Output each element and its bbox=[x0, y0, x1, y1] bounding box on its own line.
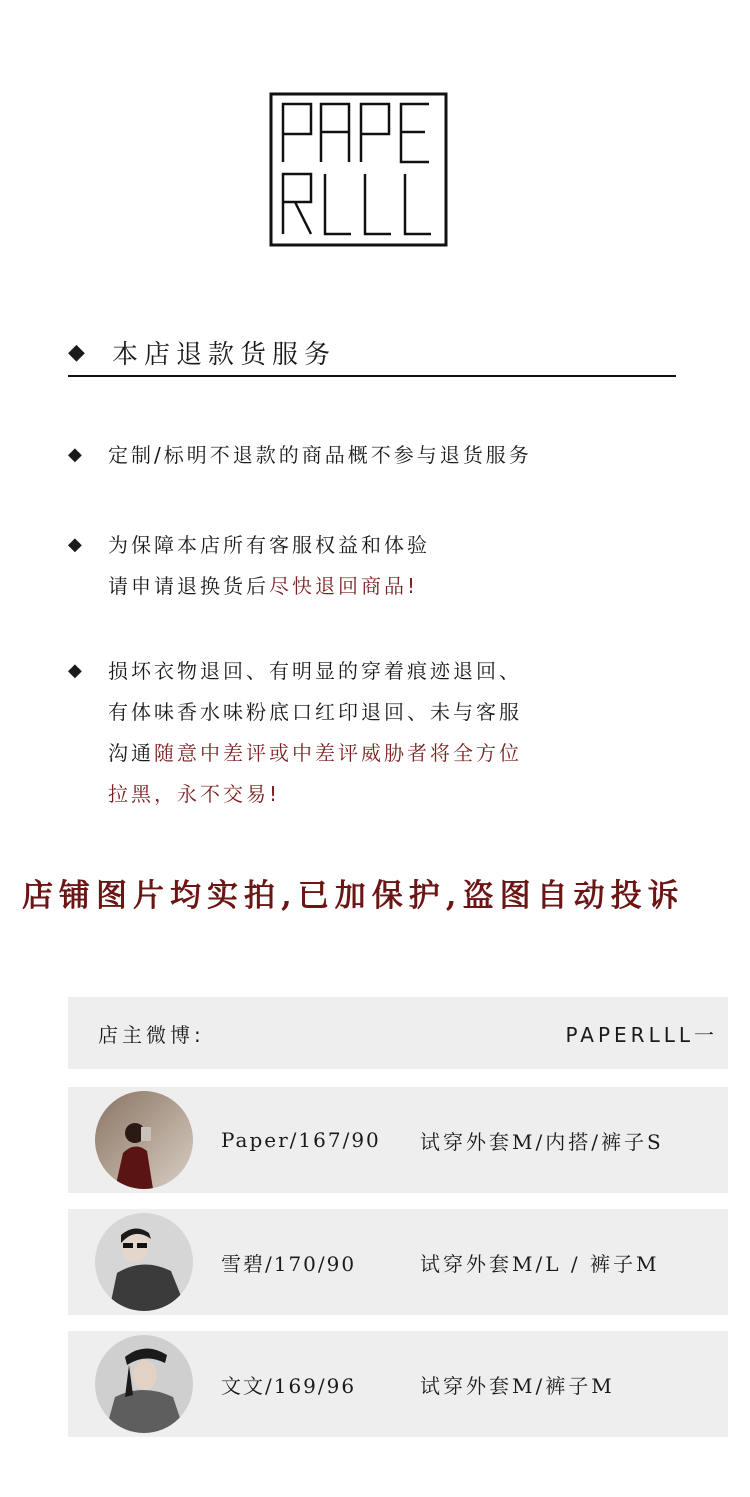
diamond-icon: ◆ bbox=[68, 660, 82, 681]
policy-highlight: 拉黑，永不交易! bbox=[108, 782, 281, 806]
model-size-info: 试穿外套M/裤子M bbox=[420, 1373, 615, 1398]
policy-highlight: 随意中差评或中差评威胁者将全方位 bbox=[154, 741, 522, 765]
copyright-notice: 店铺图片均实拍,已加保护,盗图自动投诉 bbox=[22, 878, 685, 914]
policy-highlight: 尽快退回商品! bbox=[269, 574, 419, 598]
model-row bbox=[68, 1209, 728, 1315]
weibo-label: 店主微博: bbox=[98, 1022, 205, 1047]
policy-line: 损坏衣物退回、有明显的穿着痕迹退回、 bbox=[108, 659, 522, 683]
policy-line bbox=[108, 733, 522, 774]
avatar bbox=[95, 1213, 193, 1311]
brand-logo bbox=[269, 92, 448, 247]
policy-line bbox=[108, 566, 430, 607]
policy-item-return bbox=[68, 525, 430, 607]
policy-line: 为保障本店所有客服权益和体验 bbox=[108, 533, 430, 557]
avatar bbox=[95, 1335, 193, 1433]
model-row bbox=[68, 1087, 728, 1193]
weibo-handle: PAPERLLL一 bbox=[565, 1022, 718, 1047]
diamond-icon: ◆ bbox=[68, 444, 82, 465]
model-name: 文文/169/96 bbox=[221, 1373, 357, 1398]
policy-item-blacklist bbox=[68, 651, 522, 815]
policy-text: 请申请退换货后 bbox=[108, 574, 269, 598]
model-row bbox=[68, 1331, 728, 1437]
avatar bbox=[95, 1091, 193, 1189]
diamond-icon: ◆ bbox=[68, 339, 85, 365]
policy-line: 有体味香水味粉底口红印退回、未与客服 bbox=[108, 700, 522, 724]
weibo-panel bbox=[68, 997, 728, 1069]
model-name: 雪碧/170/90 bbox=[221, 1251, 357, 1276]
policy-text: 沟通 bbox=[108, 741, 154, 765]
model-size-info: 试穿外套M/L / 裤子M bbox=[420, 1251, 660, 1276]
diamond-icon: ◆ bbox=[68, 534, 82, 555]
section-heading bbox=[68, 328, 676, 376]
section-title: 本店退款货服务 bbox=[112, 339, 337, 370]
divider bbox=[68, 375, 676, 377]
policy-line: 定制/标明不退款的商品概不参与退货服务 bbox=[108, 443, 532, 467]
model-name: Paper/167/90 bbox=[221, 1128, 381, 1152]
model-size-info: 试穿外套M/内搭/裤子S bbox=[420, 1129, 664, 1154]
policy-item-custom bbox=[68, 435, 532, 476]
